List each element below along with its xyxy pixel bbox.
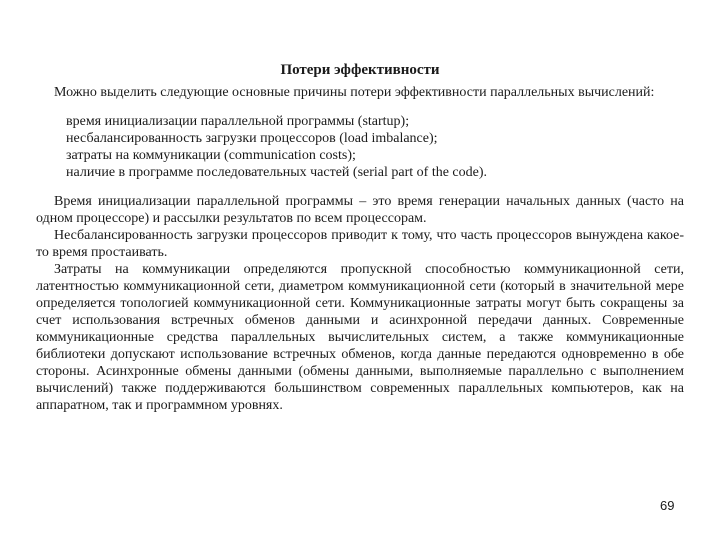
slide-body [36, 84, 684, 414]
startup-paragraph: Время инициализации параллельной программы – это время генерации начальных данных (часто на одном процессоре) и рассылки результатов по всем процессорам. [36, 194, 684, 226]
list-item: несбалансированность загрузки процессоров (load imbalance); [66, 131, 438, 146]
reasons-list [36, 113, 684, 181]
communication-paragraph: Затраты на коммуникации определяются пропускной способностью коммуникационной сети, латентностью коммуникационной сети, диаметром коммуникационной сети (который в значительной мере определяется топологией коммуникационной сети. Коммуникационные затраты могут быть сокращены за счет использования встречных обменов данными и асинхронной передачи данных. Современные коммуникационные средства параллельных вычислительных систем, а также коммуникационные библиотеки допускают использование встречных обменов, когда данные передаются одновременно в обе стороны. Асинхронные обмены данными (обмены данными, выполняемые параллельно с выполнением вычислений) также поддерживаются большинством современных параллельных компьютеров, как на аппаратном, так и программном уровнях. [36, 262, 684, 413]
imbalance-paragraph: Несбалансированность загрузки процессоров приводит к тому, что часть процессоров вынуждена какое-то время простаивать. [36, 228, 684, 260]
intro-paragraph: Можно выделить следующие основные причины потери эффективности параллельных вычислений: [54, 85, 655, 100]
list-item: затраты на коммуникации (communication costs); [66, 148, 356, 163]
page-title: Потери эффективности [280, 62, 440, 78]
list-item: время инициализации параллельной программы (startup); [66, 114, 410, 129]
list-item: наличие в программе последовательных частей (serial part of the code). [66, 165, 488, 180]
page-number: 69 [660, 498, 675, 513]
